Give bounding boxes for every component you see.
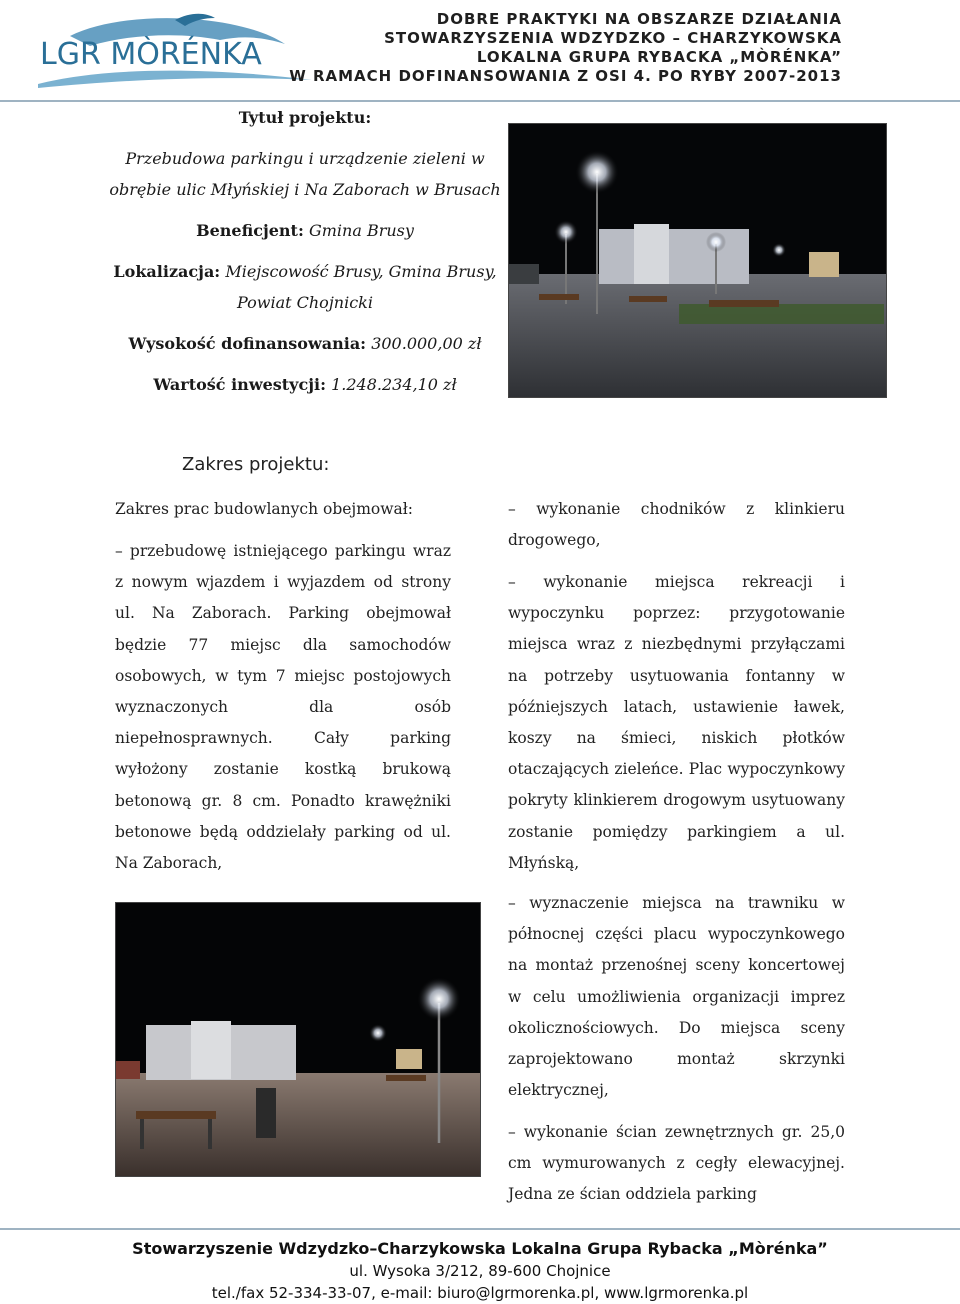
footer-organization: Stowarzyszenie Wdzydzko–Charzykowska Lokalna Grupa Rybacka „Mòrénka” [132,1239,828,1258]
scope-item-parking [115,536,451,879]
scope-intro-text: Zakres prac budowlanych obejmował: [115,500,414,518]
location-line-2: Powiat Chojnicki [237,293,373,312]
scope-item-walls-text: – wykonanie ścian zewnętrznych gr. 25,0 cm wymurowanych z cegły elewacyjnej. Jedna ze ścian oddziela parking [508,1123,845,1204]
investment-value: Wartość inwestycji: 1.248.234,10 zł [153,375,457,394]
funding-amount: Wysokość dofinansowania: 300.000,00 zł [128,334,482,353]
svg-text:LGR MÒRÉNKA: LGR MÒRÉNKA [40,37,262,72]
footer-address: ul. Wysoka 3/212, 89-600 Chojnice [349,1262,611,1280]
footer-divider [0,1228,960,1230]
header-line-2: STOWARZYSZENIA WDZYDZKO – CHARZYKOWSKA [384,29,842,47]
scope-item-sidewalks-text: – wykonanie chodników z klinkieru drogowego, [508,500,845,550]
header-line-1: DOBRE PRAKTYKI NA OBSZARZE DZIAŁANIA [436,10,842,28]
scope-title: Zakres projektu: [182,454,330,475]
location: Lokalizacja: Miejscowość Brusy, Gmina Brusy, [113,262,497,281]
project-title-label: Tytuł projektu: [238,108,372,127]
scope-item-recreation [508,567,845,879]
beneficiary: Beneficjent: Gmina Brusy [196,221,414,240]
header-line-3: LOKALNA GRUPA RYBACKA „MÒRÉNKA” [476,48,842,66]
scope-item-parking-text: – przebudowę istniejącego parkingu wraz z nowym wjazdem i wyjazdem od strony ul. Na Zaborach. Parking obejmował będzie 77 miejsc dla samochodów osobowych, w tym 7 miejsc postojowych wyznaczonych dla osób niepełnosprawnych. Cały parking wyłożony zostanie kostką brukową betonową gr. 8 cm. Ponadto krawężniki betonowe będą oddzielały parking od ul. Na Zaborach, [115,542,451,873]
header-line-4: W RAMACH DOFINANSOWANIA Z OSI 4. PO RYBY 2007-2013 [289,67,842,85]
footer-contact: tel./fax 52-334-33-07, e-mail: biuro@lgrmorenka.pl, www.lgrmorenka.pl [211,1284,749,1302]
scope-item-stage-text: – wyznaczenie miejsca na trawniku w północnej części placu wypoczynkowego na montaż przenośnej sceny koncertowej w celu umożliwienia organizacji imprez okolicznościowych. Do miejsca sceny zaprojektowano montaż skrzynki elektrycznej, [508,894,845,1100]
scope-item-stage [508,888,845,1106]
scope-item-walls [508,1117,845,1211]
project-title-line-1: Przebudowa parkingu i urządzenie zieleni w [125,149,485,168]
parking-night-photo-1 [508,123,887,398]
scope-item-sidewalks [508,494,845,556]
scope-item-recreation-text: – wykonanie miejsca rekreacji i wypoczynku poprzez: przygotowanie miejsca wraz z niezbędnymi przyłączami na potrzeby usytuowania fontanny w późniejszych latach, ustawienie ławek, koszy na śmieci, niskich płotków otaczających zieleńce. Plac wypoczynkowy pokryty klinkierem drogowym usytuowany zostanie pomiędzy parkingiem a ul. Młyńską, [508,573,845,872]
scope-intro [115,494,451,525]
fish-logo-icon [30,6,320,94]
parking-night-photo-2 [115,902,481,1177]
project-title-line-2: obrębie ulic Młyńskiej i Na Zaborach w Brusach [109,180,501,199]
lgr-morenka-logo [30,6,320,94]
